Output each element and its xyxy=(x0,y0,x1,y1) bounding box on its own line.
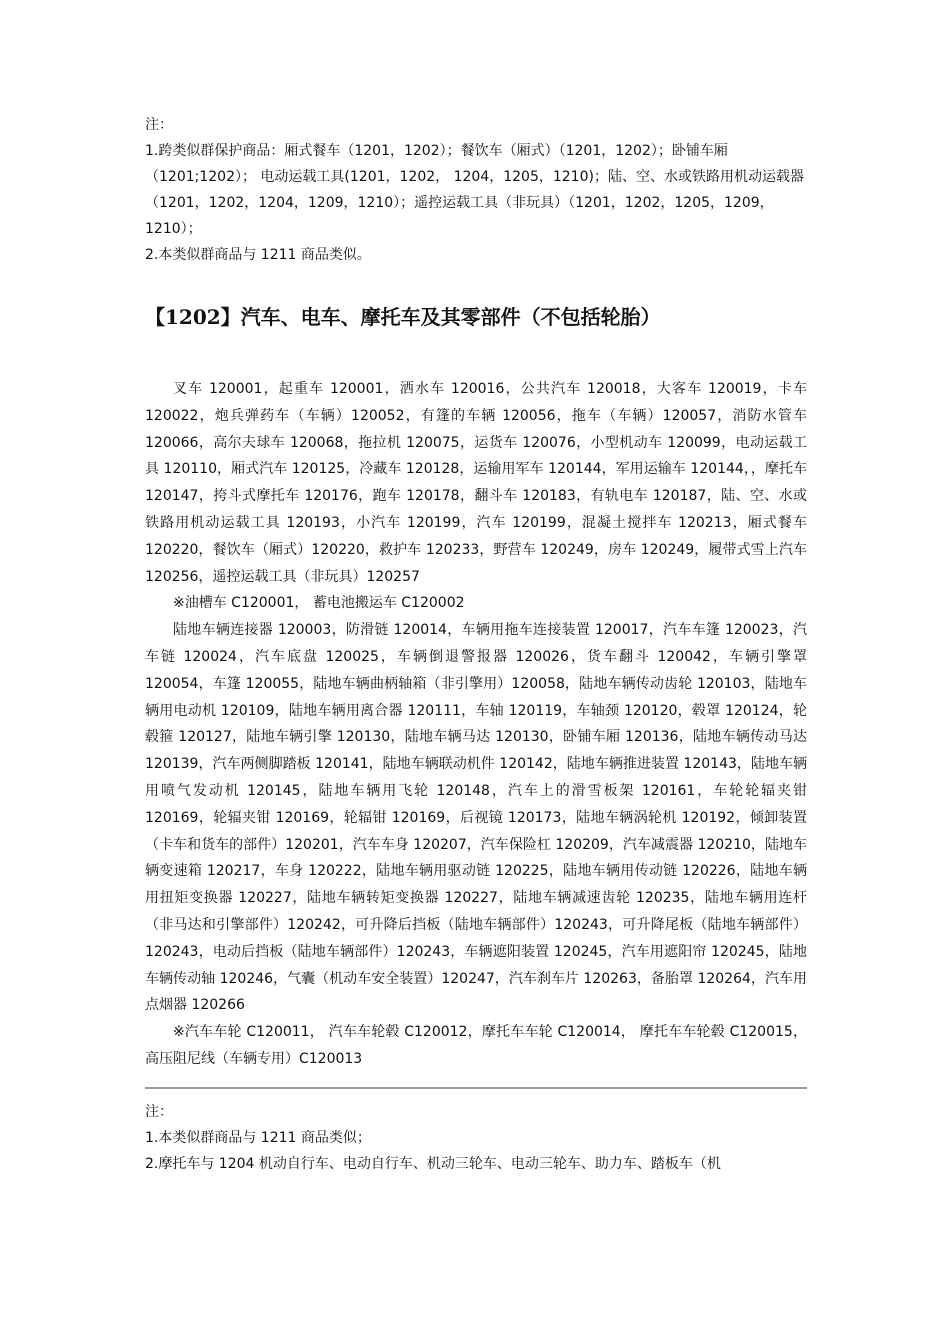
divider-line xyxy=(145,1087,807,1089)
goods-paragraph-parts: 陆地车辆连接器 120003，防滑链 120014，车辆用拖车连接装置 120017，汽车车篷 120023，汽车链 120024，汽车底盘 120025，车辆倒退警报器 120026，货车翻斗 120042，车辆引擎罩 120054，车篷 120055，陆地车辆曲柄轴箱（非引擎用）120058，陆地车辆传动齿轮 120103，陆地车辆用电动机 120109，陆地车辆用离合器 120111，车轴 120119，车轴颈 120120，毂罩 120124，轮毂箍 120127，陆地车辆引擎 120130，陆地车辆马达 120130，卧铺车厢 120136，陆地车辆传动马达 120139，汽车两侧脚踏板 120141，陆地车辆联动机件 120142，陆地车辆推进装置 120143，陆地车辆用喷气发动机 120145，陆地车辆用飞轮 120148，汽车上的滑雪板架 120161，车轮轮辐夹钳 120169，轮辐夹钳 120169，轮辐钳 120169，后视镜 120173，陆地车辆涡轮机 120192，倾卸装置（卡车和货车的部件）120201，汽车车身 120207，汽车保险杠 120209，汽车减震器 120210，陆地车辆变速箱 120217，车身 120222，陆地车辆用驱动链 120225，陆地车辆用传动链 120226，陆地车辆用扭矩变换器 120227，陆地车辆转矩变换器 120227，陆地车辆减速齿轮 120235，陆地车辆用连杆（非马达和引擎部件）120242，可升降后挡板（陆地车辆部件）120243，可升降尾板（陆地车辆部件）120243，电动后挡板（陆地车辆部件）120243，车辆遮阳装置 120245，汽车用遮阳帘 120245，陆地车辆传动轴 120246，气囊（机动车安全装置）120247，汽车刹车片 120263，备胎罩 120264，汽车用点烟器 120266 xyxy=(145,622,807,1014)
goods-paragraph-vehicles: 叉车 120001，起重车 120001，洒水车 120016，公共汽车 120018，大客车 120019，卡车 120022，炮兵弹药车（车辆）120052，有篷的车辆 120056，拖车（车辆）120057，消防水管车 120066，高尔夫球车 120068，拖拉机 120075，运货车 120076，小型机动车 120099，电动运载工具 120110，厢式汽车 120125，冷藏车 120128，运输用军车 120144，军用运输车 120144，，摩托车 120147，挎斗式摩托车 120176，跑车 120178，翻斗车 120183，有轨电车 120187，陆、空、水或铁路用机动运载工具 120193，小汽车 120199，汽车 120199，混凝土搅拌车 120213，厢式餐车 120220，餐饮车（厢式）120220，救护车 120233，野营车 120249，房车 120249，履带式雪上汽车 120256，遥控运载工具（非玩具）120257 xyxy=(145,381,807,585)
goods-paragraph-supplementary-1: ※油槽车 C120001， 蓄电池搬运车 C120002 xyxy=(173,595,465,612)
section-heading xyxy=(145,302,807,332)
note-label: 注： xyxy=(145,117,173,133)
top-note xyxy=(145,112,807,268)
note-item-2: 2.摩托车与 1204 机动自行车、电动自行车、机动三轮车、电动三轮车、助力车、踏板车（机 xyxy=(145,1155,721,1172)
note-label: 注： xyxy=(145,1103,173,1120)
document-page xyxy=(145,112,807,1177)
bottom-note xyxy=(145,1099,807,1177)
note-item-1: 1.本类似群商品与 1211 商品类似； xyxy=(145,1129,371,1146)
section-code: 【1202】 xyxy=(145,305,241,329)
note-item-2: 2.本类似群商品与 1211 商品类似。 xyxy=(145,247,371,263)
section-body xyxy=(145,376,807,1073)
goods-paragraph-supplementary-2: ※汽车车轮 C120011， 汽车车轮毂 C120012，摩托车车轮 C120014， 摩托车车轮毂 C120015，高压阻尼线（车辆专用）C120013 xyxy=(145,1024,807,1067)
section-title: 汽车、电车、摩托车及其零部件（不包括轮胎） xyxy=(240,305,661,329)
note-item-1: 1.跨类似群保护商品：厢式餐车（1201，1202）；餐饮车（厢式）（1201，1202）；卧铺车厢（1201;1202）； 电动运载工具(1201，1202， 1204，1205，1210)；陆、空、水或铁路用机动运载器（1201，1202，1204，1209，1210）；遥控运载工具（非玩具）（1201，1202，1205，1209，1210）； xyxy=(145,143,804,237)
